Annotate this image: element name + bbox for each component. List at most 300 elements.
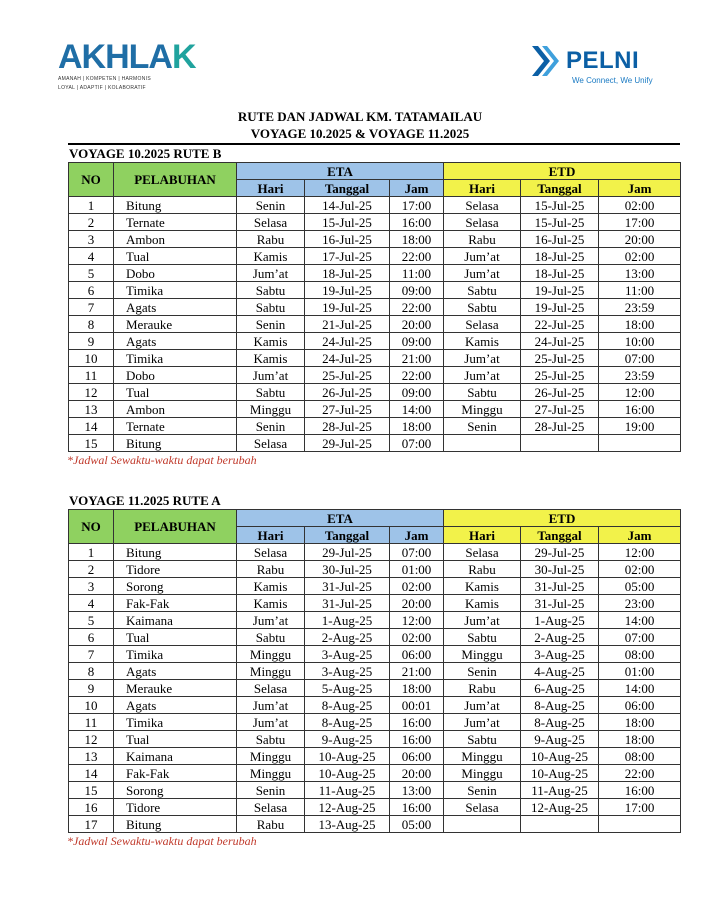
- etd-date: 15-Jul-25: [521, 214, 599, 231]
- eta-date: 24-Jul-25: [305, 350, 390, 367]
- etd-time: 22:00: [599, 765, 681, 782]
- voyage-11-table: [68, 509, 681, 833]
- akhlak-tagline-2: LOYAL | ADAPTIF | KOLABORATIF: [58, 85, 146, 91]
- voyage-11-rows: [69, 544, 681, 833]
- eta-day: Rabu: [237, 231, 305, 248]
- port-name: Kaimana: [114, 612, 237, 629]
- port-name: Bitung: [114, 816, 237, 833]
- etd-date: 2-Aug-25: [521, 629, 599, 646]
- voyage-10-heading: VOYAGE 10.2025 RUTE B: [68, 143, 680, 162]
- page-title: RUTE DAN JADWAL KM. TATAMAILAU: [237, 109, 483, 124]
- etd-day: Jum’at: [444, 265, 521, 282]
- etd-date: 10-Aug-25: [521, 748, 599, 765]
- etd-date: [521, 435, 599, 452]
- eta-day: Minggu: [237, 663, 305, 680]
- header-etd: ETD: [444, 510, 681, 527]
- schedule-note: *Jadwal Sewaktu-waktu dapat berubah: [67, 834, 257, 848]
- eta-time: 06:00: [390, 748, 444, 765]
- port-name: Merauke: [114, 316, 237, 333]
- header-no: NO: [69, 510, 114, 544]
- port-name: Tidore: [114, 799, 237, 816]
- etd-time: 07:00: [599, 629, 681, 646]
- table-row: [69, 401, 681, 418]
- port-name: Tual: [114, 731, 237, 748]
- etd-day: Jum’at: [444, 612, 521, 629]
- voyage-10-section: [68, 143, 680, 468]
- header-eta-jam: Jam: [390, 180, 444, 197]
- row-no: 15: [69, 782, 114, 799]
- etd-day: Jum’at: [444, 714, 521, 731]
- eta-date: 1-Aug-25: [305, 612, 390, 629]
- etd-day: Selasa: [444, 544, 521, 561]
- header-eta-jam: Jam: [390, 527, 444, 544]
- eta-time: 22:00: [390, 367, 444, 384]
- etd-day: Sabtu: [444, 731, 521, 748]
- port-name: Timika: [114, 714, 237, 731]
- etd-date: 8-Aug-25: [521, 714, 599, 731]
- eta-time: 09:00: [390, 333, 444, 350]
- eta-time: 09:00: [390, 384, 444, 401]
- eta-time: 18:00: [390, 680, 444, 697]
- eta-day: Jum’at: [237, 697, 305, 714]
- etd-date: 19-Jul-25: [521, 299, 599, 316]
- table-row: [69, 231, 681, 248]
- port-name: Ambon: [114, 401, 237, 418]
- eta-date: 17-Jul-25: [305, 248, 390, 265]
- table-row: [69, 418, 681, 435]
- voyage-10-table: [68, 162, 681, 452]
- voyage-11-section: [68, 492, 680, 849]
- eta-day: Minggu: [237, 646, 305, 663]
- table-row: [69, 765, 681, 782]
- eta-day: Senin: [237, 418, 305, 435]
- eta-day: Jum’at: [237, 367, 305, 384]
- eta-date: 8-Aug-25: [305, 714, 390, 731]
- eta-time: 02:00: [390, 578, 444, 595]
- pelni-emblem-icon: [530, 44, 560, 78]
- etd-day: Jum’at: [444, 697, 521, 714]
- schedule-note: *Jadwal Sewaktu-waktu dapat berubah: [67, 453, 257, 467]
- etd-time: 16:00: [599, 401, 681, 418]
- eta-day: Sabtu: [237, 384, 305, 401]
- etd-day: Sabtu: [444, 629, 521, 646]
- row-no: 11: [69, 714, 114, 731]
- pelni-logo: [530, 44, 653, 85]
- etd-date: 28-Jul-25: [521, 418, 599, 435]
- row-no: 10: [69, 697, 114, 714]
- port-name: Dobo: [114, 265, 237, 282]
- etd-day: Minggu: [444, 646, 521, 663]
- eta-date: 24-Jul-25: [305, 333, 390, 350]
- etd-date: 26-Jul-25: [521, 384, 599, 401]
- etd-day: Jum’at: [444, 367, 521, 384]
- port-name: Bitung: [114, 197, 237, 214]
- row-no: 17: [69, 816, 114, 833]
- row-no: 11: [69, 367, 114, 384]
- etd-date: 6-Aug-25: [521, 680, 599, 697]
- etd-date: 4-Aug-25: [521, 663, 599, 680]
- row-no: 9: [69, 333, 114, 350]
- eta-time: 14:00: [390, 401, 444, 418]
- etd-day: Sabtu: [444, 299, 521, 316]
- etd-day: Kamis: [444, 333, 521, 350]
- table-row: [69, 561, 681, 578]
- header-eta-tanggal: Tanggal: [305, 527, 390, 544]
- port-name: Ternate: [114, 214, 237, 231]
- etd-day: Sabtu: [444, 384, 521, 401]
- row-no: 12: [69, 384, 114, 401]
- akhlak-logo: [58, 40, 196, 92]
- table-row: [69, 663, 681, 680]
- etd-date: 24-Jul-25: [521, 333, 599, 350]
- table-row: [69, 816, 681, 833]
- etd-time: 16:00: [599, 782, 681, 799]
- port-name: Timika: [114, 282, 237, 299]
- etd-day: Senin: [444, 782, 521, 799]
- table-row: [69, 697, 681, 714]
- akhlak-tagline-1: AMANAH | KOMPETEN | HARMONIS: [58, 76, 151, 82]
- eta-time: 07:00: [390, 544, 444, 561]
- etd-day: Rabu: [444, 231, 521, 248]
- header-pelabuhan: PELABUHAN: [114, 163, 237, 197]
- page-subtitle: VOYAGE 10.2025 & VOYAGE 11.2025: [250, 126, 470, 141]
- eta-day: Selasa: [237, 799, 305, 816]
- eta-time: 11:00: [390, 265, 444, 282]
- row-no: 13: [69, 748, 114, 765]
- table-row: [69, 384, 681, 401]
- header-etd-jam: Jam: [599, 527, 681, 544]
- eta-time: 13:00: [390, 782, 444, 799]
- etd-time: 14:00: [599, 680, 681, 697]
- eta-day: Kamis: [237, 595, 305, 612]
- row-no: 5: [69, 265, 114, 282]
- header-pelabuhan: PELABUHAN: [114, 510, 237, 544]
- etd-date: 18-Jul-25: [521, 265, 599, 282]
- table-row: [69, 714, 681, 731]
- row-no: 13: [69, 401, 114, 418]
- etd-time: 18:00: [599, 316, 681, 333]
- etd-day: Minggu: [444, 401, 521, 418]
- row-no: 8: [69, 663, 114, 680]
- etd-day: Selasa: [444, 214, 521, 231]
- port-name: Agats: [114, 663, 237, 680]
- eta-date: 8-Aug-25: [305, 697, 390, 714]
- etd-date: 16-Jul-25: [521, 231, 599, 248]
- etd-time: 12:00: [599, 544, 681, 561]
- port-name: Ternate: [114, 418, 237, 435]
- eta-date: 18-Jul-25: [305, 265, 390, 282]
- eta-date: 27-Jul-25: [305, 401, 390, 418]
- etd-time: 18:00: [599, 714, 681, 731]
- table-row: [69, 578, 681, 595]
- eta-time: 12:00: [390, 612, 444, 629]
- etd-time: 01:00: [599, 663, 681, 680]
- eta-date: 28-Jul-25: [305, 418, 390, 435]
- eta-time: 21:00: [390, 350, 444, 367]
- eta-time: 18:00: [390, 231, 444, 248]
- table-row: [69, 316, 681, 333]
- table-row: [69, 214, 681, 231]
- etd-day: Minggu: [444, 748, 521, 765]
- table-row: [69, 782, 681, 799]
- etd-day: Rabu: [444, 561, 521, 578]
- table-row: [69, 595, 681, 612]
- eta-date: 3-Aug-25: [305, 663, 390, 680]
- table-row: [69, 248, 681, 265]
- etd-day: Selasa: [444, 316, 521, 333]
- eta-date: 9-Aug-25: [305, 731, 390, 748]
- header-etd-jam: Jam: [599, 180, 681, 197]
- eta-date: 14-Jul-25: [305, 197, 390, 214]
- eta-day: Kamis: [237, 578, 305, 595]
- row-no: 1: [69, 197, 114, 214]
- etd-time: 20:00: [599, 231, 681, 248]
- eta-time: 09:00: [390, 282, 444, 299]
- header-eta-tanggal: Tanggal: [305, 180, 390, 197]
- eta-date: 19-Jul-25: [305, 282, 390, 299]
- etd-date: 22-Jul-25: [521, 316, 599, 333]
- table-row: [69, 333, 681, 350]
- eta-day: Minggu: [237, 748, 305, 765]
- table-row: [69, 197, 681, 214]
- header-etd: ETD: [444, 163, 681, 180]
- etd-time: 12:00: [599, 384, 681, 401]
- row-no: 2: [69, 214, 114, 231]
- eta-time: 00:01: [390, 697, 444, 714]
- etd-time: 19:00: [599, 418, 681, 435]
- etd-day: Rabu: [444, 680, 521, 697]
- etd-date: 10-Aug-25: [521, 765, 599, 782]
- eta-date: 10-Aug-25: [305, 765, 390, 782]
- port-name: Bitung: [114, 435, 237, 452]
- row-no: 2: [69, 561, 114, 578]
- port-name: Kaimana: [114, 748, 237, 765]
- eta-time: 06:00: [390, 646, 444, 663]
- eta-time: 22:00: [390, 248, 444, 265]
- row-no: 6: [69, 282, 114, 299]
- etd-date: 18-Jul-25: [521, 248, 599, 265]
- port-name: Dobo: [114, 367, 237, 384]
- eta-time: 16:00: [390, 731, 444, 748]
- etd-day: Minggu: [444, 765, 521, 782]
- eta-time: 20:00: [390, 595, 444, 612]
- eta-day: Senin: [237, 197, 305, 214]
- port-name: Tidore: [114, 561, 237, 578]
- table-row: [69, 544, 681, 561]
- eta-day: Sabtu: [237, 629, 305, 646]
- header-etd-tanggal: Tanggal: [521, 527, 599, 544]
- etd-time: 06:00: [599, 697, 681, 714]
- row-no: 12: [69, 731, 114, 748]
- eta-day: Kamis: [237, 248, 305, 265]
- row-no: 14: [69, 418, 114, 435]
- eta-day: Sabtu: [237, 282, 305, 299]
- etd-date: 15-Jul-25: [521, 197, 599, 214]
- eta-day: Kamis: [237, 333, 305, 350]
- eta-day: Jum’at: [237, 612, 305, 629]
- etd-day: Kamis: [444, 578, 521, 595]
- etd-date: 12-Aug-25: [521, 799, 599, 816]
- eta-date: 13-Aug-25: [305, 816, 390, 833]
- port-name: Agats: [114, 333, 237, 350]
- eta-day: Minggu: [237, 401, 305, 418]
- port-name: Ambon: [114, 231, 237, 248]
- eta-time: 20:00: [390, 316, 444, 333]
- eta-time: 16:00: [390, 214, 444, 231]
- etd-time: 10:00: [599, 333, 681, 350]
- eta-day: Rabu: [237, 561, 305, 578]
- row-no: 15: [69, 435, 114, 452]
- eta-date: 30-Jul-25: [305, 561, 390, 578]
- etd-day: Selasa: [444, 799, 521, 816]
- row-no: 9: [69, 680, 114, 697]
- eta-date: 10-Aug-25: [305, 748, 390, 765]
- etd-day: [444, 816, 521, 833]
- table-row: [69, 435, 681, 452]
- etd-time: 08:00: [599, 748, 681, 765]
- etd-time: [599, 435, 681, 452]
- header-eta: ETA: [237, 163, 444, 180]
- table-row: [69, 612, 681, 629]
- etd-date: 29-Jul-25: [521, 544, 599, 561]
- eta-date: 31-Jul-25: [305, 595, 390, 612]
- pelni-slogan: We Connect, We Unify: [572, 76, 653, 85]
- eta-time: 16:00: [390, 714, 444, 731]
- port-name: Merauke: [114, 680, 237, 697]
- row-no: 3: [69, 231, 114, 248]
- eta-time: 16:00: [390, 799, 444, 816]
- port-name: Agats: [114, 299, 237, 316]
- eta-date: 2-Aug-25: [305, 629, 390, 646]
- etd-date: 25-Jul-25: [521, 350, 599, 367]
- eta-date: 21-Jul-25: [305, 316, 390, 333]
- port-name: Tual: [114, 629, 237, 646]
- eta-time: 20:00: [390, 765, 444, 782]
- port-name: Agats: [114, 697, 237, 714]
- eta-date: 29-Jul-25: [305, 544, 390, 561]
- eta-day: Selasa: [237, 214, 305, 231]
- row-no: 4: [69, 595, 114, 612]
- etd-date: 1-Aug-25: [521, 612, 599, 629]
- etd-date: 27-Jul-25: [521, 401, 599, 418]
- port-name: Bitung: [114, 544, 237, 561]
- etd-day: Jum’at: [444, 248, 521, 265]
- eta-day: Minggu: [237, 765, 305, 782]
- port-name: Tual: [114, 384, 237, 401]
- eta-date: 11-Aug-25: [305, 782, 390, 799]
- eta-date: 31-Jul-25: [305, 578, 390, 595]
- pelni-logo-word: PELNI: [566, 47, 640, 74]
- eta-day: Selasa: [237, 544, 305, 561]
- port-name: Timika: [114, 350, 237, 367]
- table-row: [69, 748, 681, 765]
- etd-day: Senin: [444, 418, 521, 435]
- eta-day: Sabtu: [237, 731, 305, 748]
- etd-date: 3-Aug-25: [521, 646, 599, 663]
- eta-time: 05:00: [390, 816, 444, 833]
- table-row: [69, 265, 681, 282]
- eta-date: 16-Jul-25: [305, 231, 390, 248]
- etd-date: 8-Aug-25: [521, 697, 599, 714]
- etd-time: 05:00: [599, 578, 681, 595]
- etd-time: 02:00: [599, 248, 681, 265]
- eta-day: Jum’at: [237, 714, 305, 731]
- etd-time: 23:59: [599, 367, 681, 384]
- etd-day: [444, 435, 521, 452]
- eta-date: 5-Aug-25: [305, 680, 390, 697]
- header-eta-hari: Hari: [237, 180, 305, 197]
- row-no: 14: [69, 765, 114, 782]
- row-no: 7: [69, 646, 114, 663]
- etd-date: 19-Jul-25: [521, 282, 599, 299]
- etd-time: 23:00: [599, 595, 681, 612]
- etd-date: 25-Jul-25: [521, 367, 599, 384]
- etd-time: 17:00: [599, 214, 681, 231]
- row-no: 7: [69, 299, 114, 316]
- eta-time: 21:00: [390, 663, 444, 680]
- header-eta-hari: Hari: [237, 527, 305, 544]
- table-row: [69, 299, 681, 316]
- eta-date: 26-Jul-25: [305, 384, 390, 401]
- row-no: 4: [69, 248, 114, 265]
- etd-date: [521, 816, 599, 833]
- etd-date: 31-Jul-25: [521, 595, 599, 612]
- etd-day: Selasa: [444, 197, 521, 214]
- eta-time: 18:00: [390, 418, 444, 435]
- table-row: [69, 731, 681, 748]
- port-name: Sorong: [114, 782, 237, 799]
- table-row: [69, 799, 681, 816]
- eta-day: Kamis: [237, 350, 305, 367]
- etd-time: 17:00: [599, 799, 681, 816]
- row-no: 1: [69, 544, 114, 561]
- eta-time: 02:00: [390, 629, 444, 646]
- header-eta: ETA: [237, 510, 444, 527]
- etd-time: 11:00: [599, 282, 681, 299]
- eta-date: 29-Jul-25: [305, 435, 390, 452]
- eta-day: Jum’at: [237, 265, 305, 282]
- eta-day: Selasa: [237, 435, 305, 452]
- eta-time: 17:00: [390, 197, 444, 214]
- header-no: NO: [69, 163, 114, 197]
- etd-time: [599, 816, 681, 833]
- etd-date: 30-Jul-25: [521, 561, 599, 578]
- eta-time: 22:00: [390, 299, 444, 316]
- row-no: 8: [69, 316, 114, 333]
- etd-time: 13:00: [599, 265, 681, 282]
- row-no: 6: [69, 629, 114, 646]
- row-no: 3: [69, 578, 114, 595]
- table-row: [69, 680, 681, 697]
- eta-date: 19-Jul-25: [305, 299, 390, 316]
- eta-day: Selasa: [237, 680, 305, 697]
- table-row: [69, 350, 681, 367]
- header-etd-hari: Hari: [444, 180, 521, 197]
- etd-date: 31-Jul-25: [521, 578, 599, 595]
- etd-time: 18:00: [599, 731, 681, 748]
- voyage-11-heading: VOYAGE 11.2025 RUTE A: [69, 493, 221, 508]
- row-no: 16: [69, 799, 114, 816]
- port-name: Fak-Fak: [114, 595, 237, 612]
- akhlak-logo-word: AKHLAK: [58, 38, 196, 76]
- port-name: Fak-Fak: [114, 765, 237, 782]
- etd-day: Sabtu: [444, 282, 521, 299]
- etd-day: Senin: [444, 663, 521, 680]
- eta-time: 01:00: [390, 561, 444, 578]
- etd-date: 9-Aug-25: [521, 731, 599, 748]
- table-row: [69, 629, 681, 646]
- eta-day: Rabu: [237, 816, 305, 833]
